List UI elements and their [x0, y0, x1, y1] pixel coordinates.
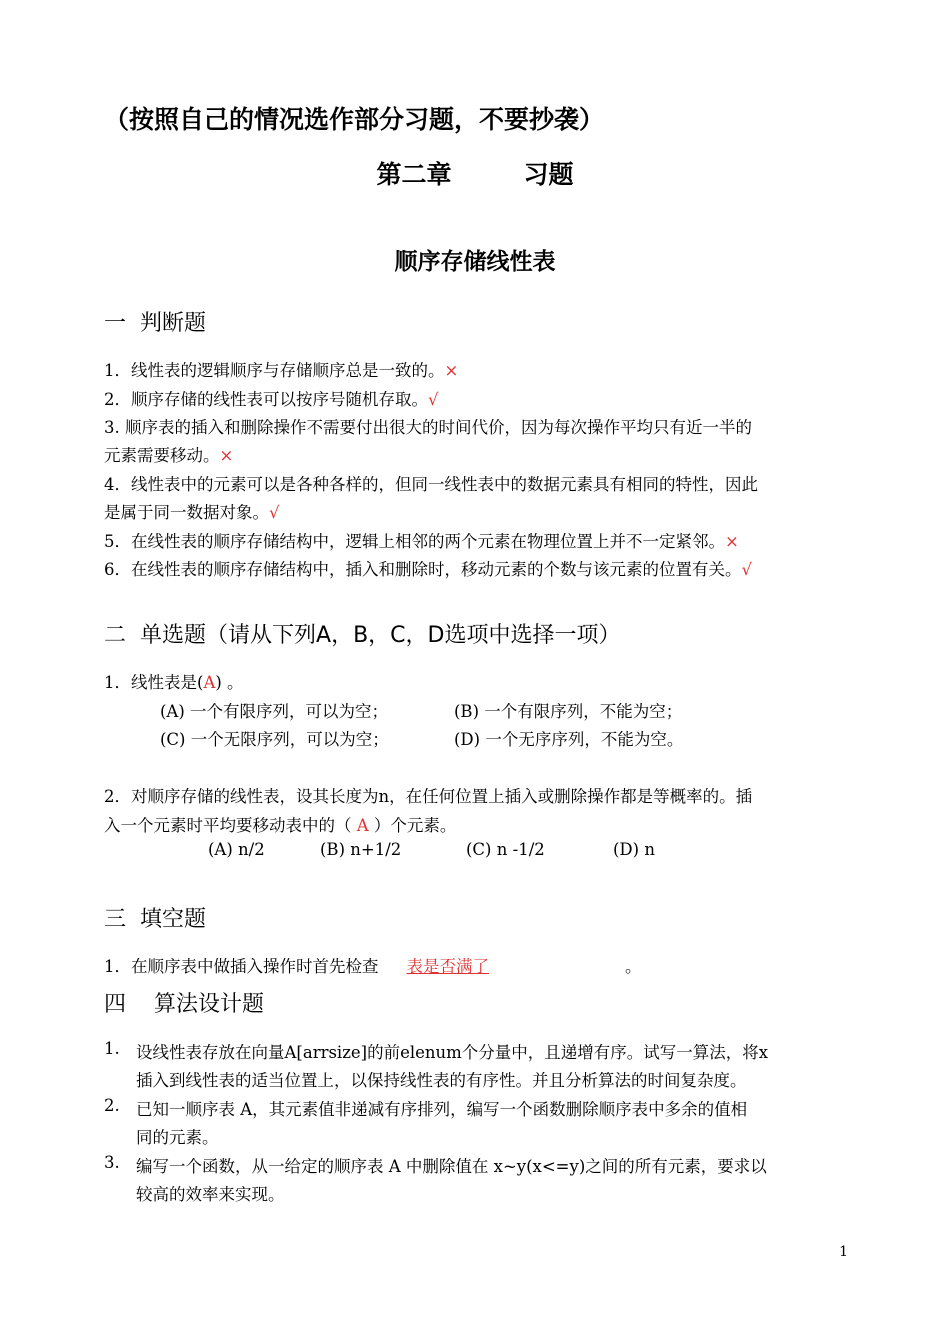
section-title: 算法设计题 [154, 992, 265, 1017]
fill-q1 [104, 953, 642, 977]
algo-item-3-num: 3. [104, 1153, 120, 1172]
algo-item-2-line2: 同的元素。 [136, 1128, 219, 1147]
judge-item-5 [104, 528, 739, 552]
choice-q1-option-a: (A) 一个有限序列，可以为空； [160, 702, 389, 721]
question-text: 入一个元素时平均要移动表中的（ [104, 816, 357, 835]
judge-section-heading [104, 306, 206, 337]
choice-q2-option-c: (C) n -1/2 [466, 840, 545, 859]
choice-q1-option-c: (C) 一个无限序列，可以为空； [160, 730, 389, 749]
choice-q1-stem [104, 669, 244, 693]
check-mark-icon: √ [428, 390, 439, 409]
chapter-title [0, 155, 950, 191]
choice-q2-option-b: (B) n+1/2 [320, 840, 402, 859]
section-title: 判断题 [140, 311, 207, 336]
section-title: 单选题（请从下列A，B，C，D选项中选择一项） [140, 623, 621, 648]
check-mark-icon: √ [269, 503, 280, 522]
section-subtitle: 顺序存储线性表 [394, 249, 556, 275]
judge-item-text: 6．在线性表的顺序存储结构中，插入和删除时，移动元素的个数与该元素的位置有关。 [104, 560, 742, 579]
algo-item-3-line2: 较高的效率来实现。 [136, 1185, 285, 1204]
blank-line [489, 957, 625, 976]
algo-item-2-line1: 已知一顺序表 A，其元素值非递减有序排列，编写一个函数删除顺序表中多余的值相 [136, 1100, 748, 1119]
blank-line [379, 957, 407, 976]
wrong-mark-icon: × [219, 446, 234, 465]
judge-item-3 [104, 414, 752, 438]
answer-text: A [356, 816, 369, 835]
choice-q2-line2 [104, 812, 456, 836]
choice-section-heading [104, 618, 620, 649]
question-text: 。 [625, 957, 642, 976]
algo-item-1-line1: 设线性表存放在向量A[arrsize]的前elenum个分量中，且递增有序。试写一算法，将x [136, 1043, 769, 1062]
algo-section-heading [104, 987, 264, 1018]
answer-text: A [203, 673, 216, 692]
judge-item-text: 5．在线性表的顺序存储结构中，逻辑上相邻的两个元素在物理位置上并不一定紧邻。 [104, 532, 725, 551]
judge-item-text: 3. 顺序表的插入和删除操作不需要付出很大的时间代价，因为每次操作平均只有近一半的 [104, 418, 752, 437]
exercise-note: （按照自己的情况选作部分习题，不要抄袭） [104, 105, 605, 134]
judge-item-1 [104, 357, 458, 381]
section-number: 二 [104, 623, 127, 648]
check-mark-icon: √ [741, 560, 753, 579]
judge-item-4 [104, 471, 758, 495]
judge-item-text: 1．线性表的逻辑顺序与存储顺序总是一致的。 [104, 361, 445, 380]
judge-item-2 [104, 386, 439, 410]
answer-text: 表是否满了 [406, 957, 489, 976]
section-number: 三 [104, 907, 127, 932]
judge-item-3-cont [104, 442, 233, 466]
judge-item-text: 是属于同一数据对象。 [104, 503, 269, 522]
algo-item-2-num: 2. [104, 1096, 120, 1115]
choice-q2-option-d: (D) n [613, 840, 655, 859]
choice-q1-option-d: (D) 一个无序序列，不能为空。 [454, 730, 684, 749]
question-text: ) 。 [215, 673, 244, 692]
algo-item-1-line2: 插入到线性表的适当位置上，以保持线性表的有序性。并且分析算法的时间复杂度。 [136, 1071, 747, 1090]
judge-item-text: 2．顺序存储的线性表可以按序号随机存取。 [104, 390, 428, 409]
choice-q2-option-a: (A) n/2 [208, 840, 265, 859]
judge-item-6 [104, 556, 752, 580]
judge-item-text: 4．线性表中的元素可以是各种各样的，但同一线性表中的数据元素具有相同的特性，因此 [104, 475, 758, 494]
algo-item-1-num: 1. [104, 1039, 120, 1058]
section-number: 四 [104, 992, 127, 1017]
wrong-mark-icon: × [444, 361, 459, 380]
wrong-mark-icon: × [725, 532, 739, 551]
question-text: 1．线性表是( [104, 673, 204, 692]
judge-item-4-cont [104, 499, 280, 523]
page-number: 1 [839, 1244, 848, 1260]
question-text: 1．在顺序表中做插入操作时首先检查 [104, 957, 379, 976]
algo-item-3-line1: 编写一个函数，从一给定的顺序表 A 中删除值在 x~y(x<=y)之间的所有元素，要求以 [136, 1157, 767, 1176]
fill-section-heading [104, 902, 206, 933]
choice-q1-option-b: (B) 一个有限序列，不能为空； [454, 702, 683, 721]
judge-item-text: 元素需要移动。 [104, 446, 220, 465]
chapter-label: 第二章 [376, 160, 452, 189]
section-title: 填空题 [140, 907, 207, 932]
chapter-suffix: 习题 [523, 160, 574, 189]
section-number: 一 [104, 311, 127, 336]
choice-q2-line1: 2．对顺序存储的线性表，设其长度为n，在任何位置上插入或删除操作都是等概率的。插 [104, 787, 753, 806]
question-text: ）个元素。 [368, 816, 457, 835]
